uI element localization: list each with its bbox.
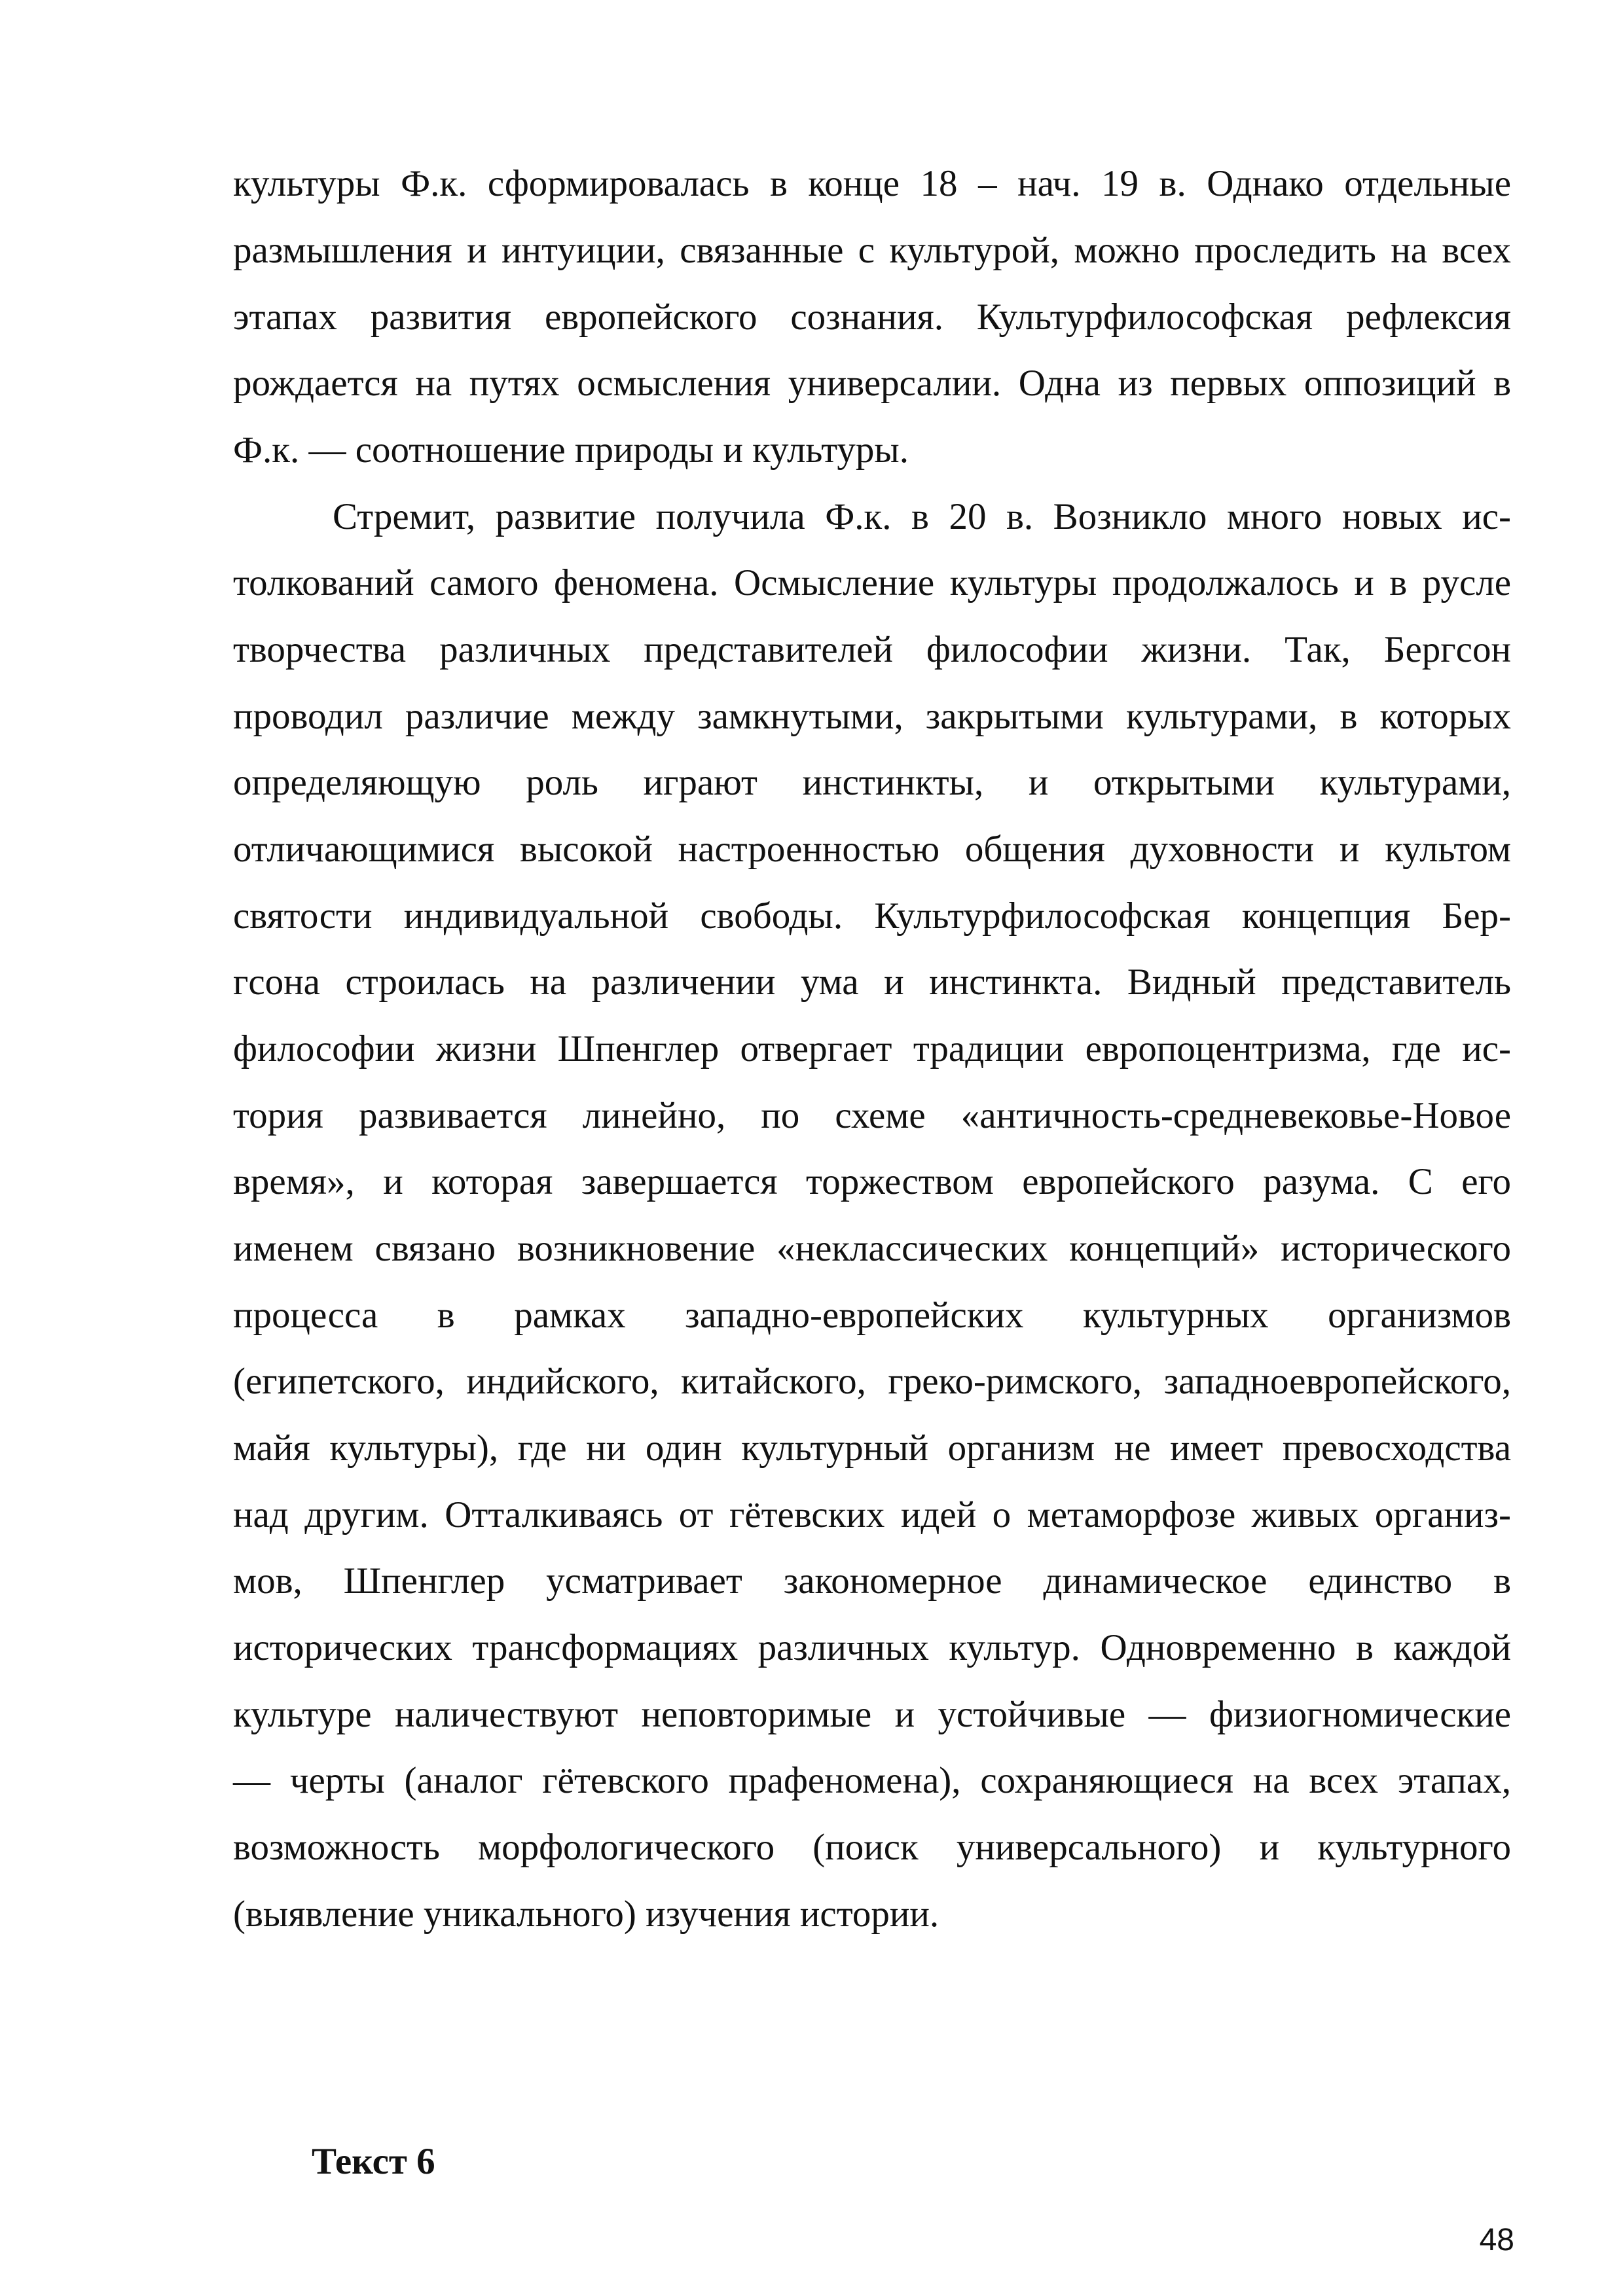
paragraph-line: (египетского, индийского, китайского, греко-римского, западноевропейского,	[233, 1361, 1511, 1402]
paragraph-line: тория развивается линейно, по схеме «античность-средневековье-Новое	[233, 1095, 1511, 1136]
paragraph-line: — черты (аналог гётевского прафеномена), сохраняющиеся на всех этапах,	[233, 1760, 1511, 1801]
paragraph-line: творчества различных представителей философии жизни. Так, Бергсон	[233, 629, 1511, 670]
paragraph-line: майя культуры), где ни один культурный организм не имеет превосходства	[233, 1427, 1511, 1469]
paragraph-line: рождается на путях осмысления универсалии. Одна из первых оппозиций в	[233, 363, 1511, 404]
paragraph-line: именем связано возникновение «неклассических концепций» исторического	[233, 1228, 1511, 1269]
paragraph-line: отличающимися высокой настроенностью общения духовности и культом	[233, 829, 1511, 870]
paragraph-line: проводил различие между замкнутыми, закрытыми культурами, в которых	[233, 696, 1511, 737]
paragraph-line: над другим. Отталкиваясь от гётевских идей о метаморфозе живых организ-	[233, 1494, 1511, 1535]
paragraph-line: культуры Ф.к. сформировалась в конце 18 – нач. 19 в. Однако отдельные	[233, 163, 1511, 204]
paragraph-line: культуре наличествуют неповторимые и устойчивые — физиогномические	[233, 1694, 1511, 1735]
paragraph-line: философии жизни Шпенглер отвергает традиции европоцентризма, где ис-	[233, 1028, 1511, 1069]
section-heading: Текст 6	[312, 2141, 435, 2182]
paragraph-line: процесса в рамках западно-европейских культурных организмов	[233, 1295, 1511, 1336]
paragraph-line: Ф.к. — соотношение природы и культуры.	[233, 429, 909, 471]
paragraph-line: этапах развития европейского сознания. Культурфилософская рефлексия	[233, 296, 1511, 338]
paragraph-line: святости индивидуальной свободы. Культурфилософская концепция Бер-	[233, 895, 1511, 937]
paragraph-line: размышления и интуиции, связанные с культурой, можно проследить на всех	[233, 230, 1511, 271]
page-number: 48	[1479, 2223, 1514, 2257]
paragraph-line: возможность морфологического (поиск универсального) и культурного	[233, 1827, 1511, 1868]
paragraph-line: гсона строилась на различении ума и инстинкта. Видный представитель	[233, 961, 1511, 1003]
paragraph-line: мов, Шпенглер усматривает закономерное динамическое единство в	[233, 1560, 1511, 1602]
paragraph-line: время», и которая завершается торжеством европейского разума. С его	[233, 1161, 1511, 1202]
paragraph-line: исторических трансформациях различных культур. Одновременно в каждой	[233, 1627, 1511, 1668]
paragraph-line: толкований самого феномена. Осмысление культуры продолжалось и в русле	[233, 562, 1511, 603]
paragraph-line: Стремит, развитие получила Ф.к. в 20 в. Возникло много новых ис-	[333, 496, 1511, 537]
paragraph-line: (выявление уникального) изучения истории.	[233, 1893, 939, 1935]
paragraph-line: определяющую роль играют инстинкты, и открытыми культурами,	[233, 762, 1511, 803]
